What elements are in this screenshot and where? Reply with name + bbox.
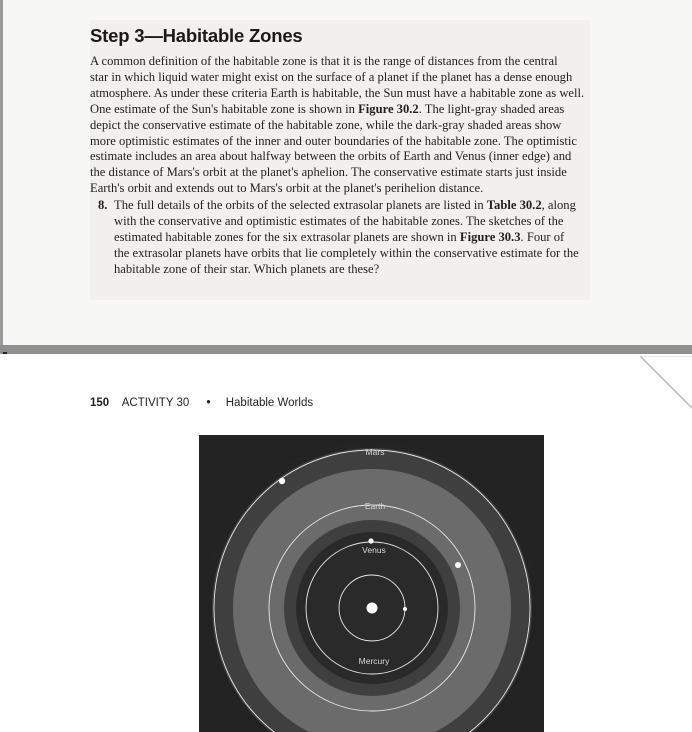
page-number: 150 [90, 397, 110, 409]
mercury-label: Mercury [358, 656, 390, 666]
paragraph-line: A common definition of the habitable zone is that it is the range of distances from the central [90, 54, 558, 68]
step-title: Step 3—Habitable Zones [90, 25, 303, 46]
paragraph-line: more optimistic estimates of the inner and outer boundaries of the habitable zone. The optimistic [90, 133, 577, 148]
page-fold-line [640, 356, 692, 411]
habitable-zone-figure [199, 435, 544, 732]
paragraph-line: Earth's orbit and extends out to Mars's orbit at the planet's perihelion distance. [90, 181, 484, 196]
paragraph-line: depict the conservative estimate of the habitable zone, while the dark-gray shaded areas show [90, 117, 562, 132]
question-line [114, 230, 594, 246]
paragraph-line [90, 102, 590, 118]
table-reference: Table 30.2 [486, 198, 542, 212]
mercury-marker [403, 607, 407, 611]
question-text [114, 198, 594, 278]
mars-label: Mars [365, 447, 385, 457]
running-header [90, 397, 313, 409]
question-fragment: . Four of [520, 229, 565, 244]
question-line: with the conservative and optimistic estimates of the habitable zones. The sketches of the [114, 213, 564, 228]
sun-marker [367, 603, 378, 614]
question-fragment: The full details of the orbits of the selected extrasolar planets are listed in [114, 198, 487, 212]
page-divider [0, 345, 692, 354]
page-edge [0, 0, 3, 350]
paragraph-line: atmosphere. As under these criteria Earth is habitable, the Sun must have a habitable zone as well. [90, 85, 585, 100]
question-line: habitable zone of their star. Which planets are these? [114, 261, 380, 276]
question-line: the extrasolar planets have orbits that lie completely within the conservative estimate for the [114, 245, 579, 260]
paragraph-line: the distance of Mars's orbit at the planet's aphelion. The conservative estimate starts just inside [90, 165, 567, 180]
earth-marker [455, 562, 461, 568]
venus-label: Venus [362, 545, 386, 555]
venus-marker [368, 538, 373, 543]
figure-reference: Figure 30.3 [459, 229, 521, 244]
paragraph-text: . The light-gray shaded areas [418, 101, 565, 116]
question-number: 8. [98, 198, 108, 212]
chapter-title: Habitable Worlds [225, 397, 314, 409]
paragraph-text: One estimate of the Sun's habitable zone is shown in [90, 101, 359, 116]
bullet-separator: • [206, 397, 211, 409]
question-line [114, 198, 594, 214]
earth-label: Earth [364, 501, 386, 511]
activity-label: ACTIVITY 30 [121, 397, 190, 409]
mars-marker [279, 478, 285, 484]
question-fragment: , along [541, 198, 576, 212]
solar-system-diagram [199, 435, 544, 732]
body-paragraph [90, 54, 590, 197]
question-fragment: estimated habitable zones for the six extrasolar planets are shown in [114, 229, 460, 244]
figure-reference: Figure 30.2 [358, 101, 419, 116]
paragraph-line: star in which liquid water might exist on the surface of a planet if the planet has a dense enough [90, 69, 573, 84]
paragraph-line: estimate includes an area about halfway between the orbits of Earth and Venus (inner edge) and [90, 149, 572, 164]
